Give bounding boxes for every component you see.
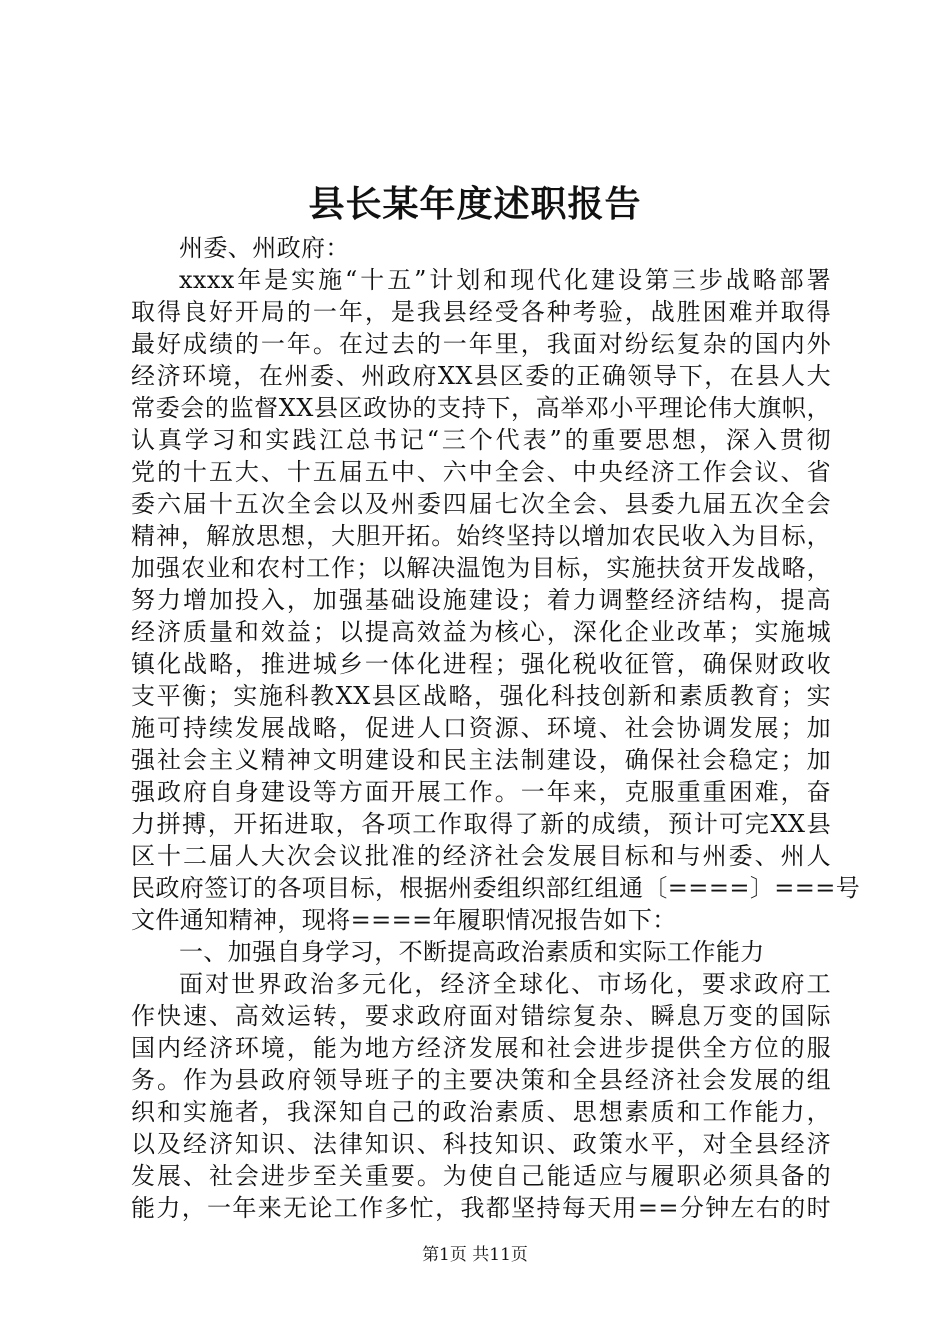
paragraph-2 xyxy=(131,968,831,1224)
paragraph-line: 施可持续发展战略，促进人口资源、环境、社会协调发展；加 xyxy=(131,714,831,742)
paragraph-line: 强社会主义精神文明建设和民主法制建设，确保社会稳定；加 xyxy=(131,746,831,774)
paragraph-line: 面对世界政治多元化，经济全球化、市场化，要求政府工 xyxy=(179,970,831,998)
paragraph-line: 文件通知精神，现将====年履职情况报告如下： xyxy=(131,906,677,934)
paragraph-line: 以及经济知识、法律知识、科技知识、政策水平，对全县经济 xyxy=(131,1130,831,1158)
paragraph-line: 国内经济环境，能为地方经济发展和社会进步提供全方位的服 xyxy=(131,1034,831,1062)
paragraph-line: 精神，解放思想，大胆开拓。始终坚持以增加农民收入为目标， xyxy=(131,522,831,550)
paragraph-line: 区十二届人大次会议批准的经济社会发展目标和与州委、州人 xyxy=(131,842,831,870)
paragraph-line: 经济质量和效益；以提高效益为核心，深化企业改革；实施城 xyxy=(131,618,831,646)
page-footer: 第1页 共11页 xyxy=(422,1245,528,1265)
paragraph-line: 加强农业和农村工作；以解决温饱为目标，实施扶贫开发战略， xyxy=(131,554,831,582)
paragraph-line: 委六届十五次全会以及州委四届七次全会、县委九届五次全会 xyxy=(131,490,831,518)
section-heading: 一、加强自身学习，不断提高政治素质和实际工作能力 xyxy=(179,938,765,966)
paragraph-line: 发展、社会进步至关重要。为使自己能适应与履职必须具备的 xyxy=(131,1162,831,1190)
paragraph-line: 经济环境，在州委、州政府XX县区委的正确领导下，在县人大 xyxy=(131,362,831,390)
salutation: 州委、州政府： xyxy=(179,234,350,262)
document-body xyxy=(131,232,861,1224)
paragraph-line: 能力，一年来无论工作多忙，我都坚持每天用==分钟左右的时 xyxy=(131,1194,831,1222)
paragraph-line: xxxx年是实施“十五”计划和现代化建设第三步战略部署 xyxy=(179,266,831,294)
paragraph-line: 强政府自身建设等方面开展工作。一年来，克服重重困难，奋 xyxy=(131,778,831,806)
paragraph-line: 力拼搏，开拓进取，各项工作取得了新的成绩，预计可完XX县 xyxy=(131,810,831,838)
paragraph-line: 认真学习和实践江总书记“三个代表”的重要思想，深入贯彻 xyxy=(131,426,831,454)
document-title: 县长某年度述职报告 xyxy=(308,183,642,225)
paragraph-line: 最好成绩的一年。在过去的一年里，我面对纷纭复杂的国内外 xyxy=(131,330,831,358)
paragraph-line: 努力增加投入，加强基础设施建设；着力调整经济结构，提高 xyxy=(131,586,831,614)
paragraph-line: 织和实施者，我深知自己的政治素质、思想素质和工作能力， xyxy=(131,1098,831,1126)
paragraph-line: 作快速、高效运转，要求政府面对错综复杂、瞬息万变的国际 xyxy=(131,1002,831,1030)
paragraph-line: 民政府签订的各项目标，根据州委组织部红组通〔====〕===号 xyxy=(131,874,861,902)
paragraph-line: 镇化战略，推进城乡一体化进程；强化税收征管，确保财政收 xyxy=(131,650,831,678)
paragraph-line: 取得良好开局的一年，是我县经受各种考验，战胜困难并取得 xyxy=(131,298,831,326)
paragraph-1 xyxy=(131,264,861,936)
paragraph-line: 务。作为县政府领导班子的主要决策和全县经济社会发展的组 xyxy=(131,1066,831,1094)
paragraph-line: 党的十五大、十五届五中、六中全会、中央经济工作会议、省 xyxy=(131,458,831,486)
paragraph-line: 支平衡；实施科教XX县区战略，强化科技创新和素质教育；实 xyxy=(131,682,831,710)
paragraph-line: 常委会的监督XX县区政协的支持下，高举邓小平理论伟大旗帜， xyxy=(131,394,831,422)
